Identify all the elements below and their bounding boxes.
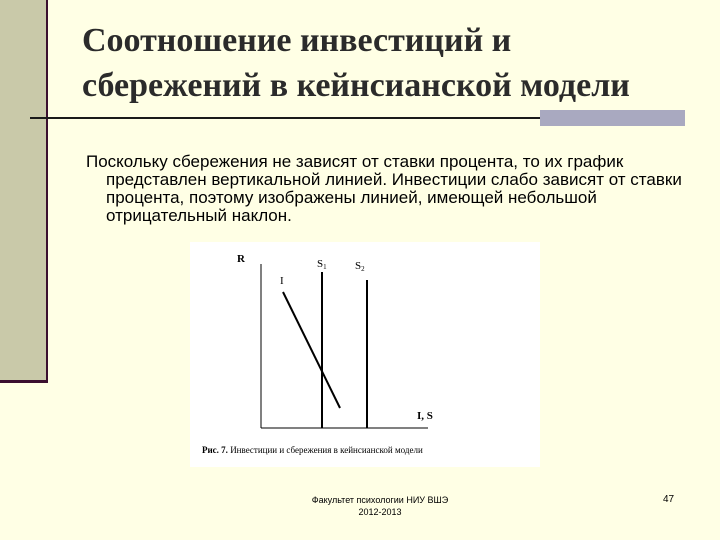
footer-line-1: Факультет психологии НИУ ВШЭ: [311, 495, 449, 505]
caption-text: Инвестиции и сбережения в кейнсианской модели: [227, 445, 423, 455]
s2-label: [355, 260, 365, 273]
x-axis-label: I, S: [417, 410, 433, 422]
y-axis-label: R: [237, 253, 245, 265]
figure-7: [190, 242, 540, 467]
title-accent-block: [540, 110, 685, 126]
figure-caption: [202, 445, 532, 455]
s2-label-subscript: 2: [361, 265, 365, 273]
page-number: 47: [663, 494, 675, 505]
title-line-2: сбережений в кейнсианской модели: [82, 67, 630, 104]
left-decor-horizontal-line: [0, 380, 48, 383]
s1-label: [317, 258, 327, 271]
footer: [270, 494, 490, 518]
body-paragraph: Поскольку сбережения не зависят от ставки процента, то их график представлен вертикальной линией. Инвестиции слабо зависят от ставки процента, поэтому изображены линией, имеющей небольшой отрицательный наклон.: [86, 152, 682, 225]
caption-prefix: Рис. 7.: [202, 445, 228, 455]
footer-line-2: 2012-2013: [358, 507, 402, 517]
left-decor-vertical-line: [46, 0, 48, 383]
s1-label-subscript: 1: [323, 263, 327, 271]
investment-savings-graph: [190, 242, 540, 467]
title-line-1: Соотношение инвестиций и: [82, 22, 512, 59]
s2-label-letter: S: [355, 260, 362, 272]
investment-label: I: [280, 275, 284, 287]
investment-line: [283, 292, 340, 408]
slide-title: [82, 18, 702, 108]
left-decor-bar: [0, 0, 46, 382]
s1-label-letter: S: [317, 258, 324, 270]
